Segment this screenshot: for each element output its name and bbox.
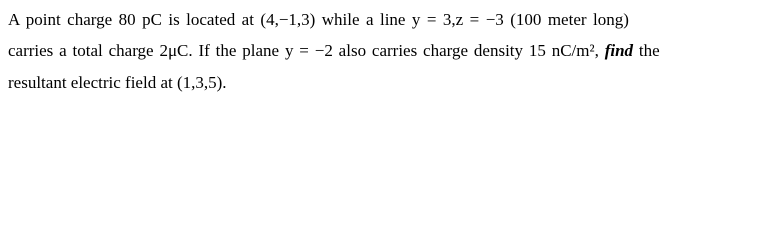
problem-line-2 [8,41,660,61]
problem-line-1: A point charge 80 pC is located at (4,−1,3) while a line y = 3,z = −3 (100 meter long) [8,10,629,29]
problem-line-2-text: carries a total charge 2μC. If the plane y = −2 also carries charge density 15 nC/m², [8,41,599,60]
problem-line-3: resultant electric field at (1,3,5). [8,73,227,92]
find-emphasis: find [604,41,634,60]
problem-line-2-end: the [638,41,660,60]
